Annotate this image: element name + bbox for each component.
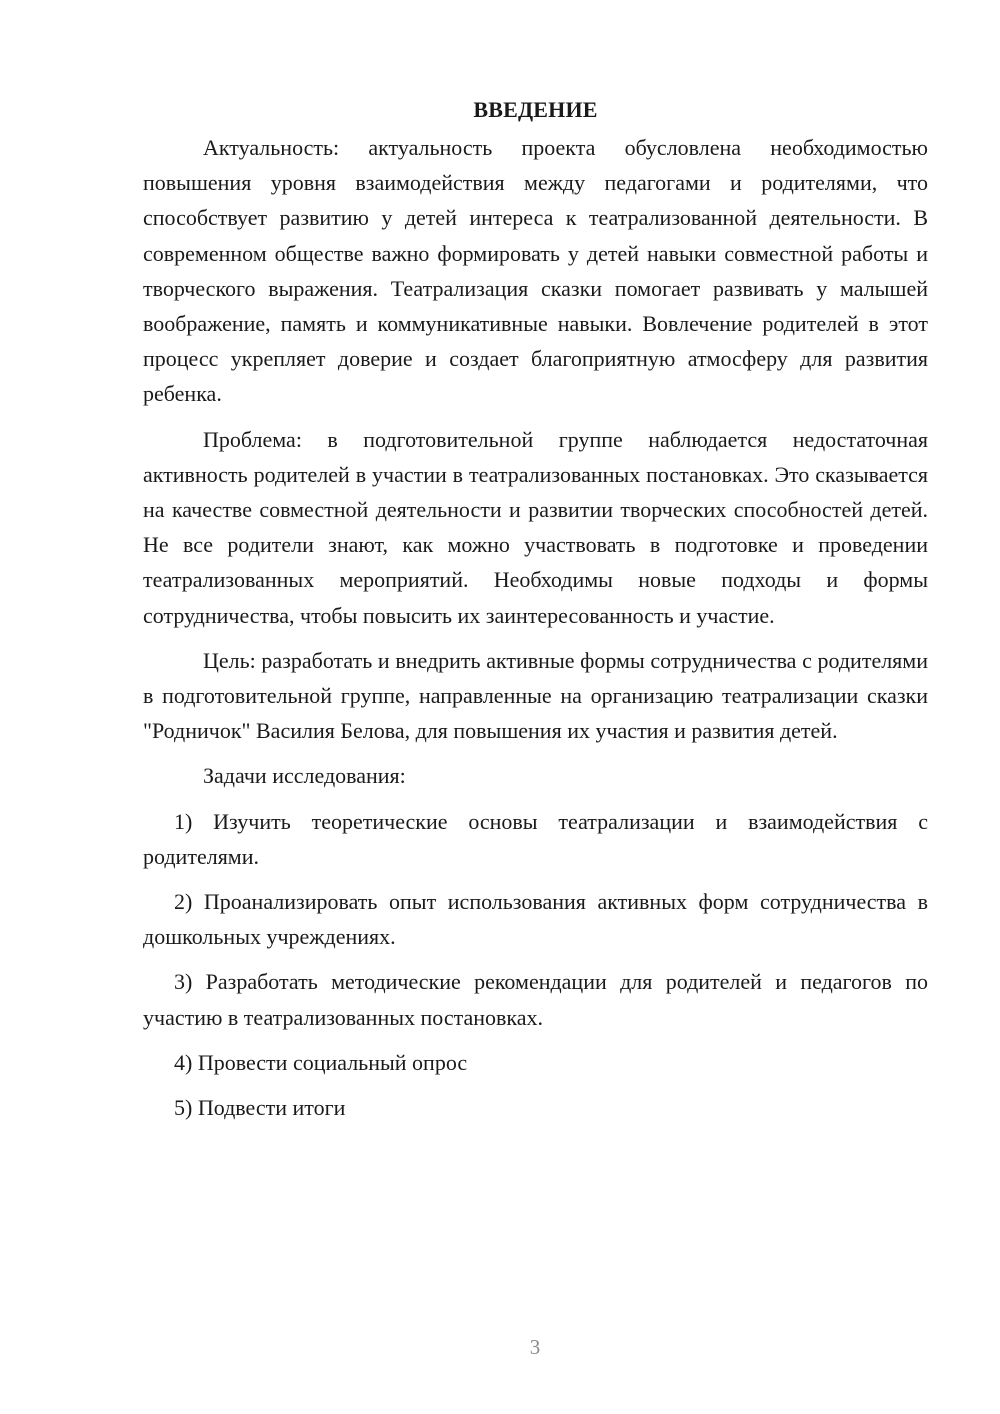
task-item-4: 4) Провести социальный опрос [174,1049,468,1075]
task-item-2: 2) Проанализировать опыт использования активных форм сотрудничества в дошкольных учреждениях. [143,889,928,950]
page-number: 3 [529,1335,541,1359]
paragraph-problem: Проблема: в подготовительной группе наблюдается недостаточная активность родителей в участии в театрализованных постановках. Это сказывается на качестве совместной деятельности и развитии творческих способностей детей. Не все родители знают, как можно участвовать в подготовке и проведении театрализованных мероприятий. Необходимы новые подходы и формы сотрудничества, чтобы повысить их заинтересованность и участие. [143,426,928,628]
task-item-5: 5) Подвести итоги [174,1095,346,1121]
task-item-1: 1) Изучить теоретические основы театрализации и взаимодействия с родителями. [143,808,928,869]
paragraph-relevance: Актуальность: актуальность проекта обусловлена необходимостью повышения уровня взаимодействия между педагогами и родителями, что способствует развитию у детей интереса к театрализованной деятельности. В современном обществе важно формировать у детей навыки совместной работы и творческого выражения. Театрализация сказки помогает развивать у малышей воображение, память и коммуникативные навыки. Вовлечение родителей в этот процесс укрепляет доверие и создает благоприятную атмосферу для развития ребенка. [143,135,928,407]
paragraph-goal: Цель: разработать и внедрить активные формы сотрудничества с родителями в подготовительной группе, направленные на организацию театрализации сказки "Родничок" Василия Белова, для повышения их участия и развития детей. [143,647,928,744]
tasks-heading: Задачи исследования: [203,763,406,789]
page-title: ВВЕДЕНИЕ [473,97,598,122]
document-page [143,95,928,1135]
task-item-3: 3) Разработать методические рекомендации для родителей и педагогов по участию в театрализованных постановках. [143,969,928,1030]
